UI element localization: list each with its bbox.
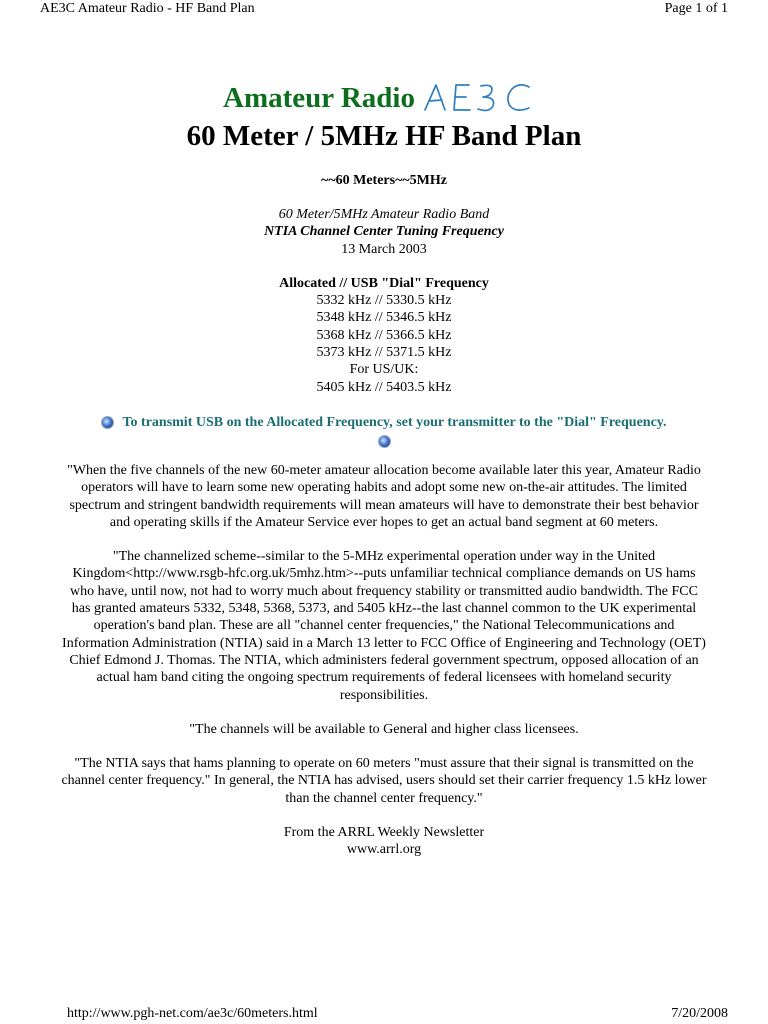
source-credit xyxy=(60,824,708,859)
frequency-row: 5373 kHz // 5371.5 kHz xyxy=(316,345,452,361)
frequency-list-header: Allocated // USB "Dial" Frequency xyxy=(279,275,489,291)
page-subtitle: 60 Meter / 5MHz HF Band Plan xyxy=(186,120,582,152)
paragraph-2: "The channelized scheme--similar to the 5-MHz experimental operation under way in the United Kingdom<http://www.rsgb-hfc.org.uk/5mhz.htm>--puts unfamiliar technical compliance demands on US hams who have, until now, not had to worry much about frequency stability or transmitted audio bandwidth. The FCC has granted amateurs 5332, 5348, 5368, 5373, and 5405 kHz--the last channel common to the UK experimental operation's band plan. These are all "channel center frequencies," the National Telecommunications and Information Administration (NTIA) said in a March 13 letter to FCC Office of Engineering and Technology (OET) Chief Edmond J. Thomas. The NTIA, which administers federal government spectrum, opposed allocation of an actual ham band citing the ongoing spectrum requirements of federal licensees with homeland security responsibilities. xyxy=(62,549,706,703)
print-footer-url: http://www.pgh-net.com/ae3c/60meters.html xyxy=(67,1006,318,1021)
print-header-page: Page 1 of 1 xyxy=(664,1,728,16)
paragraph-3: "The channels will be available to General and higher class licensees. xyxy=(189,721,579,737)
ae3c-logo xyxy=(421,80,545,114)
frequency-row: For US/UK: xyxy=(349,362,419,378)
round-blue-bullet-icon xyxy=(378,435,391,448)
intro-line-2: NTIA Channel Center Tuning Frequency xyxy=(264,224,504,240)
print-header-title: AE3C Amateur Radio - HF Band Plan xyxy=(40,1,255,16)
paragraph-4: "The NTIA says that hams planning to operate on 60 meters "must assure that their signal is transmitted on the channel center frequency." In general, the NTIA has advised, users should set their carrier frequency 1.5 kHz lower than the channel center frequency." xyxy=(61,756,707,806)
brand-title: Amateur Radio xyxy=(223,82,415,114)
source-line-1: From the ARRL Weekly Newsletter xyxy=(283,825,485,841)
frequency-list xyxy=(60,275,708,396)
transmit-note xyxy=(60,414,708,431)
frequency-row: 5348 kHz // 5346.5 kHz xyxy=(316,310,452,326)
logo-text: AE3C xyxy=(420,80,424,81)
page-content xyxy=(60,76,708,859)
source-link[interactable]: www.arrl.org xyxy=(346,842,422,858)
intro-date: 13 March 2003 xyxy=(341,241,427,257)
frequency-row: 5405 kHz // 5403.5 kHz xyxy=(316,379,452,395)
paragraph-1: "When the five channels of the new 60-meter amateur allocation become available later this year, Amateur Radio operators will have to learn some new operating habits and adopt some new on-the-air attitudes. The limited spectrum and stringent bandwidth requirements will mean amateurs will have to demonstrate their best behavior and operating skills if the Amateur Service ever hopes to get an actual band segment at 60 meters. xyxy=(67,462,701,530)
title-row xyxy=(60,76,708,114)
frequency-row: 5368 kHz // 5366.5 kHz xyxy=(316,327,452,343)
round-blue-bullet-icon xyxy=(101,416,114,429)
intro-line-1: 60 Meter/5MHz Amateur Radio Band xyxy=(278,207,490,222)
transmit-note-text: To transmit USB on the Allocated Frequency, set your transmitter to the "Dial" Frequency. xyxy=(122,414,667,430)
intro-block xyxy=(60,206,708,258)
frequency-row: 5332 kHz // 5330.5 kHz xyxy=(316,293,452,309)
print-footer-date: 7/20/2008 xyxy=(671,1006,728,1021)
section-heading: ~~60 Meters~~5MHz xyxy=(321,173,447,188)
